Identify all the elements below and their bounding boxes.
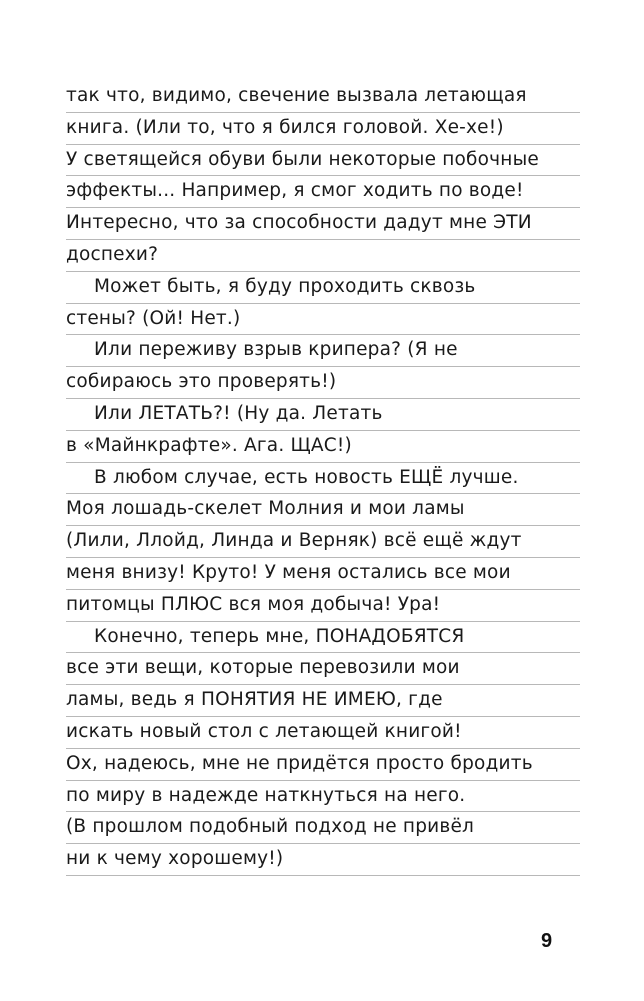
- text-line: книга. (Или то, что я бился головой. Хе-хе!): [66, 113, 580, 145]
- page-number: 9: [541, 930, 553, 952]
- text-line: так что, видимо, свечение вызвала летающая: [66, 81, 580, 113]
- text-line: (В прошлом подобный подход не привёл: [66, 812, 580, 844]
- text-line: Интересно, что за способности дадут мне ЭТИ: [66, 208, 580, 240]
- text-line: В любом случае, есть новость ЕЩЁ лучше.: [66, 463, 580, 495]
- text-line: собираюсь это проверять!): [66, 367, 580, 399]
- text-line: меня внизу! Круто! У меня остались все мои: [66, 558, 580, 590]
- text-line: ламы, ведь я ПОНЯТИЯ НЕ ИМЕЮ, где: [66, 685, 580, 717]
- text-line: в «Майнкрафте». Ага. ЩАС!): [66, 431, 580, 463]
- text-line: эффекты... Например, я смог ходить по воде!: [66, 176, 580, 208]
- text-line: питомцы ПЛЮС вся моя добыча! Ура!: [66, 590, 580, 622]
- text-line: Или переживу взрыв крипера? (Я не: [66, 335, 580, 367]
- text-line: по миру в надежде наткнуться на него.: [66, 781, 580, 813]
- text-line: ни к чему хорошему!): [66, 844, 580, 876]
- text-line: Может быть, я буду проходить сквозь: [66, 272, 580, 304]
- text-line: стены? (Ой! Нет.): [66, 304, 580, 336]
- text-line: У светящейся обуви были некоторые побочные: [66, 145, 580, 177]
- text-line: все эти вещи, которые перевозили мои: [66, 653, 580, 685]
- text-line: Моя лошадь-скелет Молния и мои ламы: [66, 494, 580, 526]
- text-line: искать новый стол с летающей книгой!: [66, 717, 580, 749]
- ruled-text-body: [66, 81, 580, 876]
- text-line: Конечно, теперь мне, ПОНАДОБЯТСЯ: [66, 622, 580, 654]
- text-line: (Лили, Ллойд, Линда и Верняк) всё ещё ждут: [66, 526, 580, 558]
- text-line: доспехи?: [66, 240, 580, 272]
- text-line: Ох, надеюсь, мне не придётся просто бродить: [66, 749, 580, 781]
- text-line: Или ЛЕТАТЬ?! (Ну да. Летать: [66, 399, 580, 431]
